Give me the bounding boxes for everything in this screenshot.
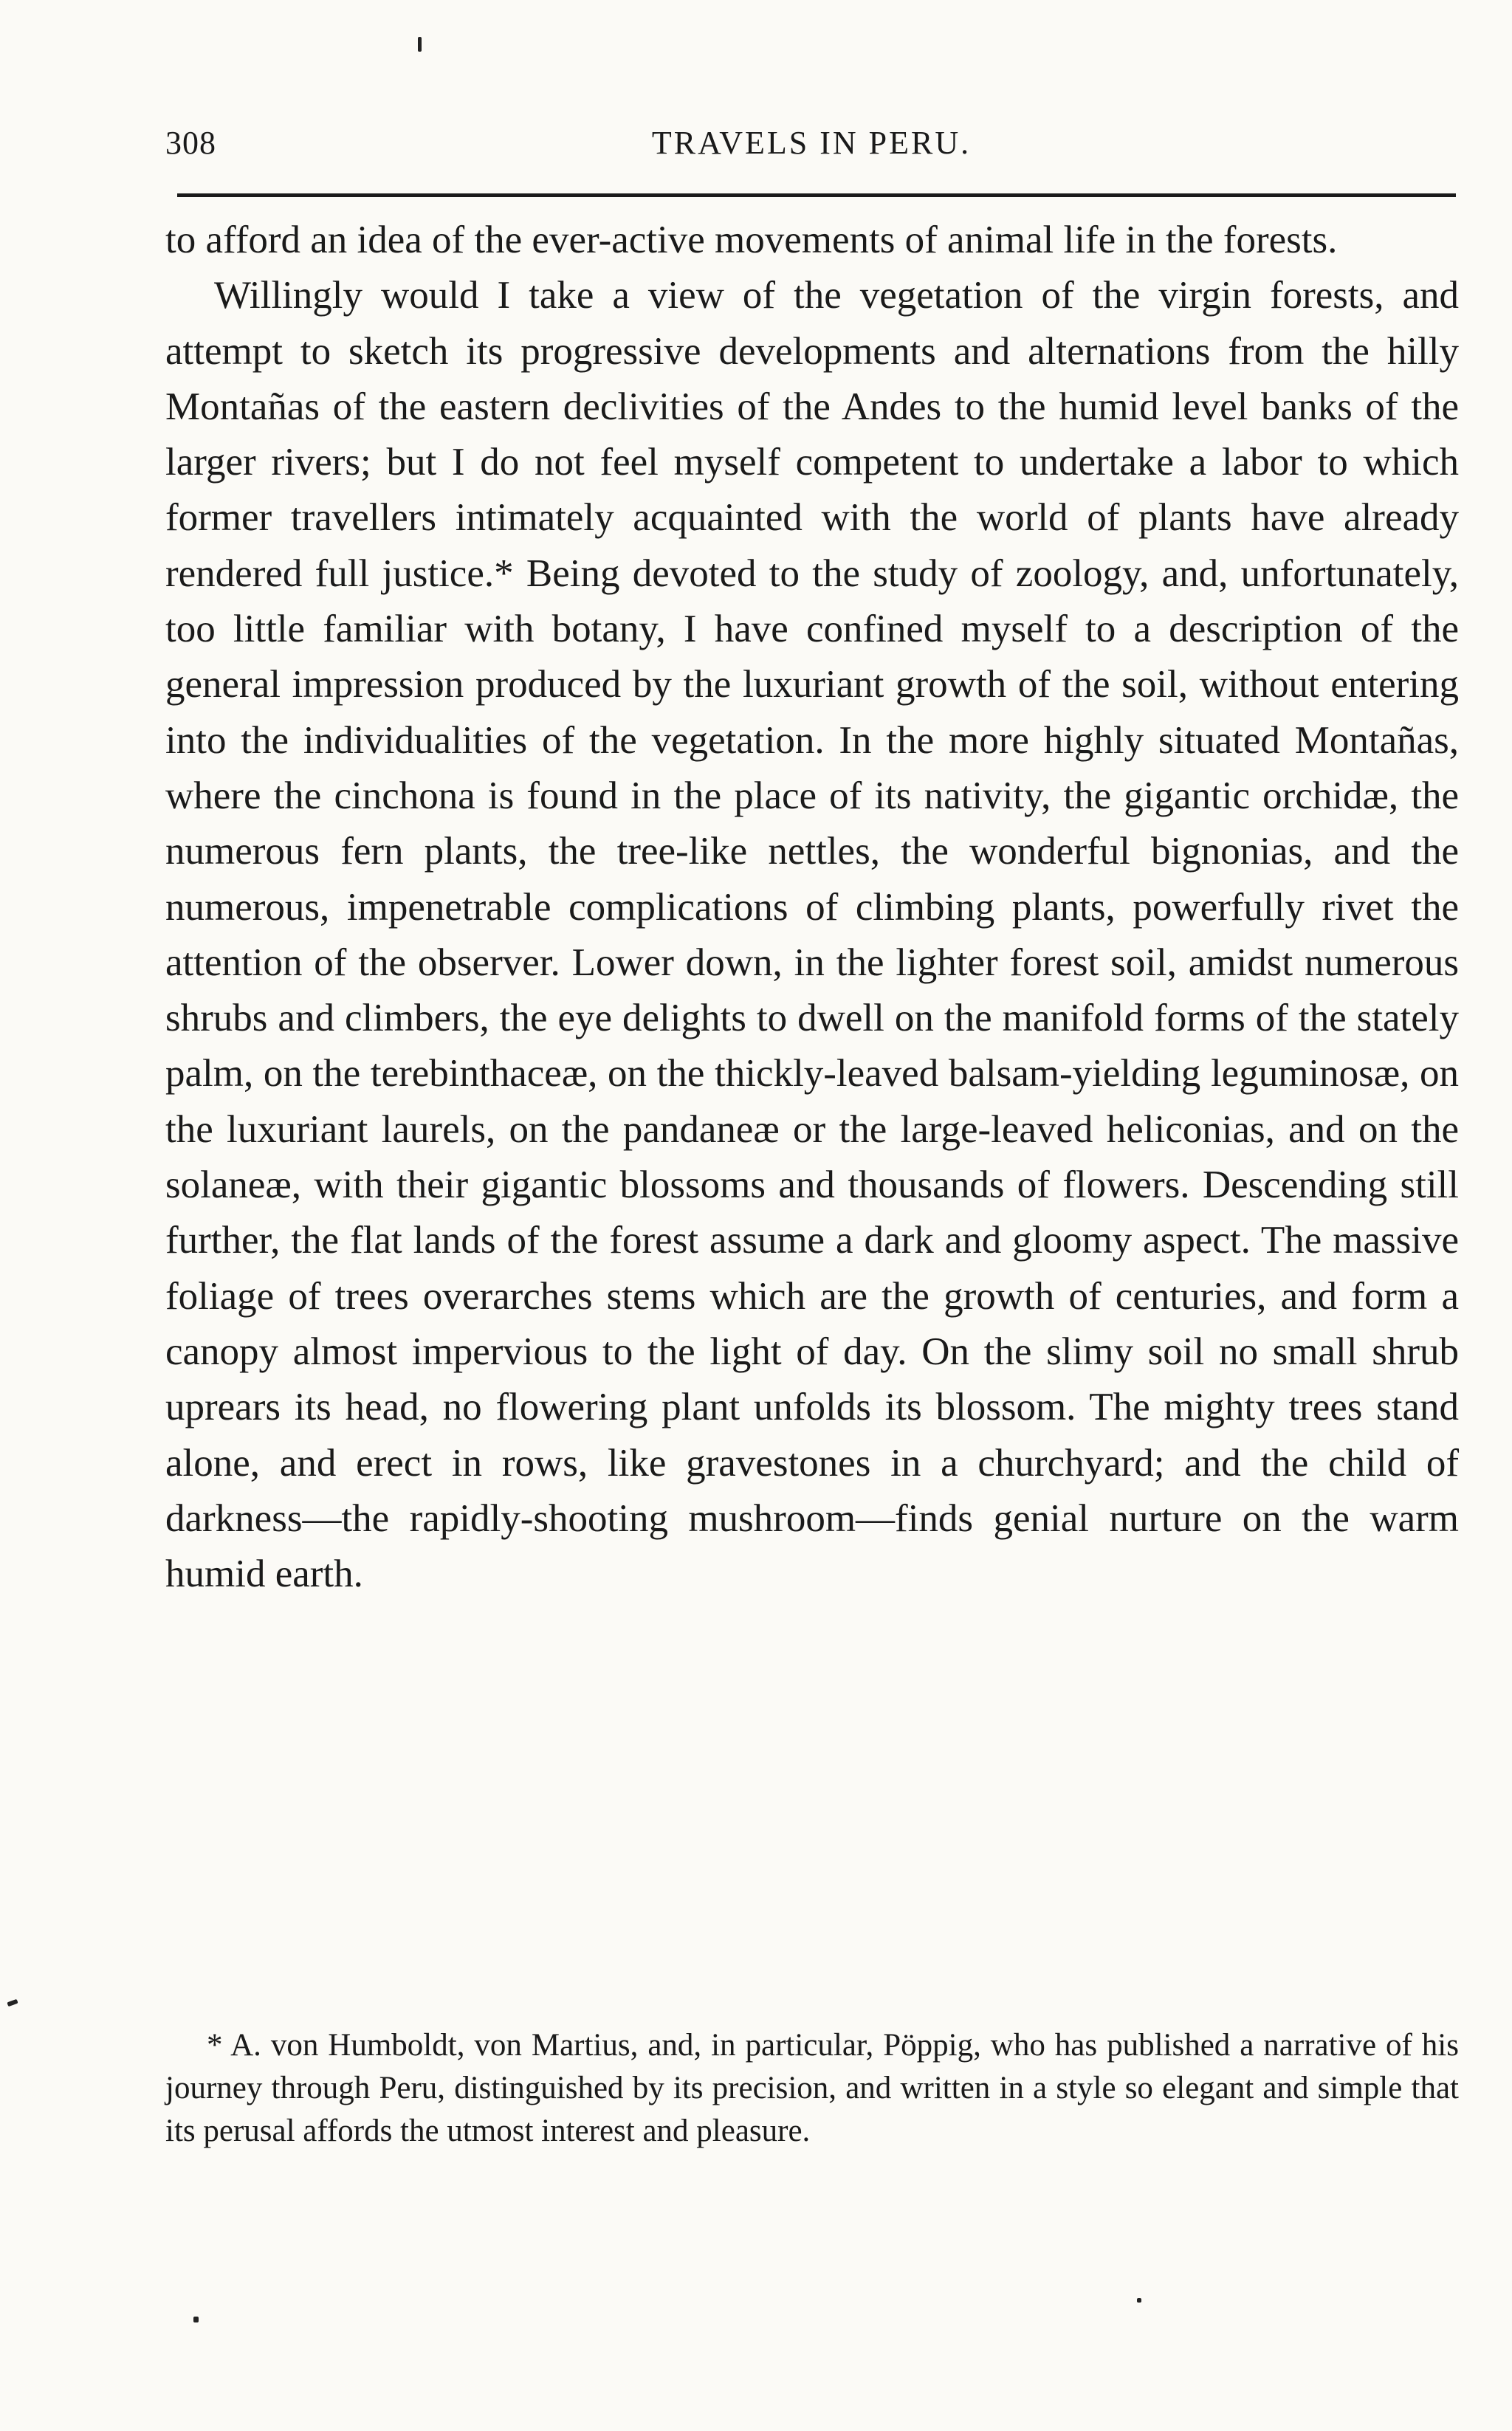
page-number: 308	[165, 125, 216, 161]
paragraph-vegetation: Willingly would I take a view of the vegetation of the virgin forests, and attempt to sketch its progressive developments and alternations from the hilly Montañas of the eastern declivities of the Andes to the humid level banks of the larger rivers; but I do not feel myself competent to undertake a labor to which former travellers intimately acquainted with the world of plants have already rendered full justice.* Being devoted to the study of zoology, and, unfortunately, too little familiar with botany, I have confined myself to a description of the general impression produced by the luxuriant growth of the soil, without entering into the individualities of the vegetation. In the more highly situated Montañas, where the cinchona is found in the place of its nativity, the gigantic orchidæ, the numerous fern plants, the tree-like nettles, the wonderful bignonias, and the numerous, impenetrable complications of climbing plants, powerfully rivet the attention of the observer. Lower down, in the lighter forest soil, amidst numerous shrubs and climbers, the eye delights to dwell on the manifold forms of the stately palm, on the terebinthaceæ, on the thickly-leaved balsam-yielding leguminosæ, on the luxuriant laurels, on the pandaneæ or the large-leaved heliconias, and on the solaneæ, with their gigantic blossoms and thousands of flowers. Descending still further, the flat lands of the forest assume a dark and gloomy aspect. The massive foliage of trees overarches stems which are the growth of centuries, and form a canopy almost impervious to the light of day. On the slimy soil no small shrub uprears its head, no flowering plant unfolds its blossom. The mighty trees stand alone, and erect in rows, like gravestones in a churchyard; and the child of darkness—the rapidly-shooting mushroom—finds genial nurture on the warm humid earth.	[165, 274, 1459, 1596]
footnote: * A. von Humboldt, von Martius, and, in particular, Pöppig, who has published a narrative of his journey through Peru, distinguished by its precision, and written in a style so elegant and simple that its perusal affords the utmost interest and pleasure.	[165, 2028, 1459, 2148]
ink-speck-margin	[7, 1999, 18, 2007]
ink-speck-bottom-left	[193, 2317, 199, 2322]
body-text	[165, 213, 1459, 1602]
ink-speck-bottom-right	[1137, 2298, 1141, 2303]
header-rule	[177, 193, 1456, 197]
ink-speck-top	[418, 37, 422, 52]
paragraph-continued: to afford an idea of the ever-active movements of animal life in the forests.	[165, 219, 1338, 261]
running-title: TRAVELS IN PERU.	[651, 125, 972, 161]
page-header	[165, 124, 1457, 176]
